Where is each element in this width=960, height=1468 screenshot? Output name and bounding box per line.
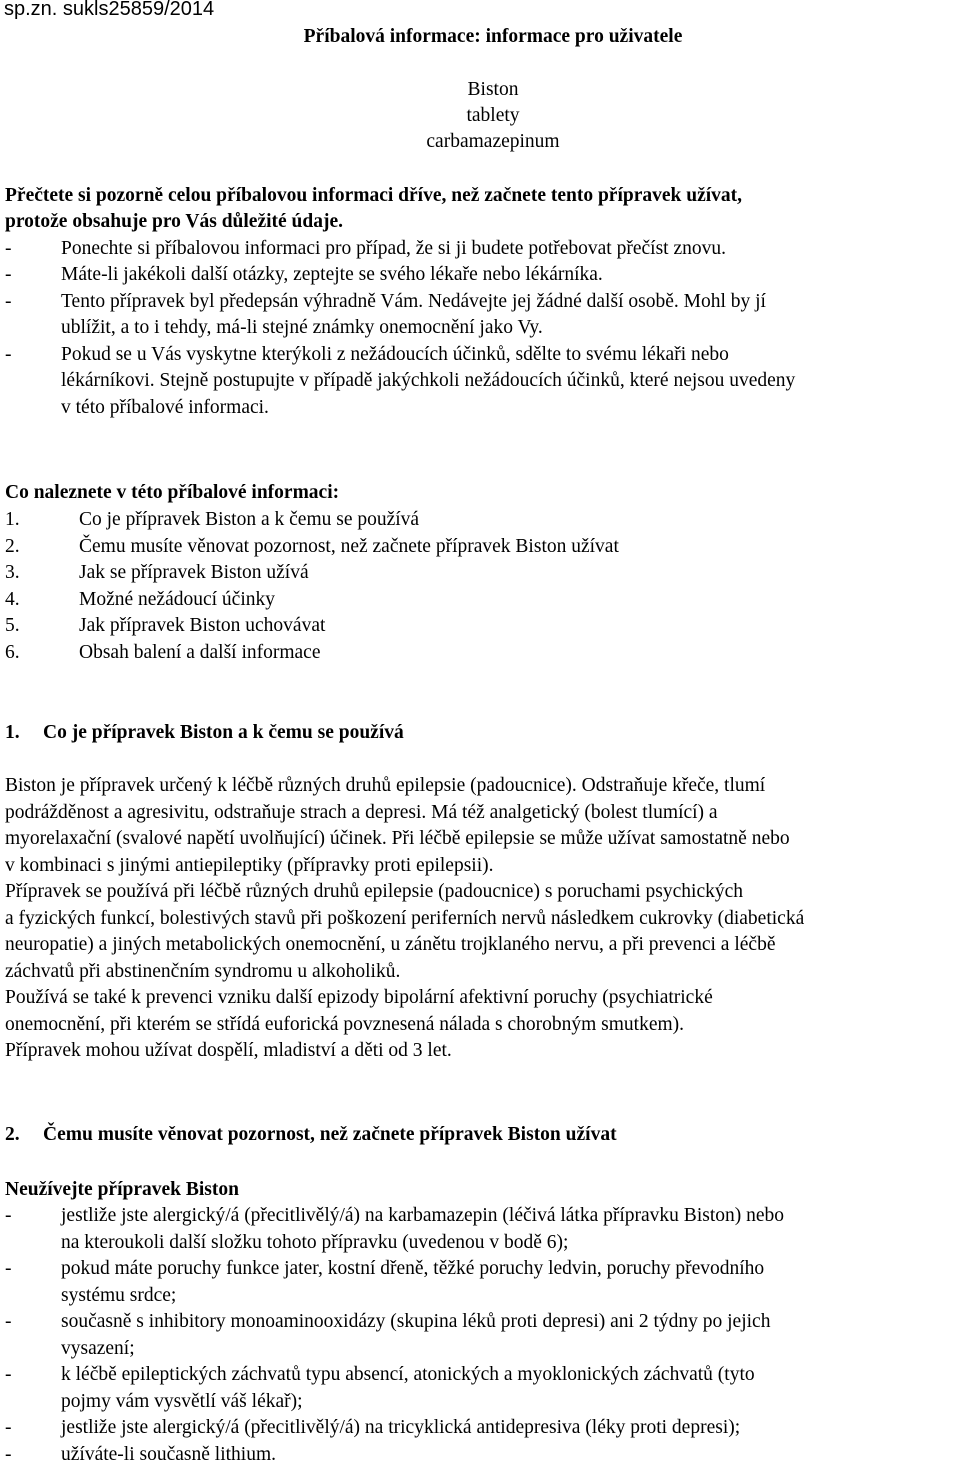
section-1-line: Přípravek mohou užívat dospělí, mladiství a děti od 3 let.	[5, 1040, 452, 1061]
contraindication-3: současně s inhibitory monoaminooxidázy (skupina léků proti depresi) ani 2 týdny po jejich	[61, 1311, 771, 1332]
contraindication-4-cont: pojmy vám vysvětlí váš lékař);	[61, 1391, 303, 1412]
document-title: Příbalová informace: informace pro uživatele	[303, 26, 683, 47]
contraindication-6: užíváte-li současně lithium.	[61, 1444, 276, 1465]
product-form: tablety	[466, 105, 520, 126]
section-1-line: v kombinaci s jinými antiepileptiky (přípravky proti epilepsii).	[5, 855, 494, 876]
intro-bullet-4: Pokud se u Vás vyskytne kterýkoli z nežádoucích účinků, sdělte to svému lékaři nebo	[61, 344, 729, 365]
toc-item-4: Možné nežádoucí účinky	[79, 589, 276, 610]
contraindication-5: jestliže jste alergický/á (přecitlivělý/á) na tricyklická antidepresiva (léky proti depresi);	[61, 1417, 741, 1438]
toc-number: 2.	[5, 536, 20, 557]
section-1-number: 1.	[5, 722, 20, 743]
contraindication-2: pokud máte poruchy funkce jater, kostní dřeně, těžké poruchy ledvin, poruchy převodního	[61, 1258, 765, 1279]
section-1-line: Přípravek se používá při léčbě různých druhů epilepsie (padoucnice) s poruchami psychických	[5, 881, 744, 902]
toc-heading: Co naleznete v této příbalové informaci:	[5, 482, 340, 503]
section-1-line: a fyzických funkcí, bolestivých stavů při poškození periferních nervů následkem cukrovky (diabetická	[5, 908, 805, 929]
intro-bullet-4-cont: lékárníkovi. Stejně postupujte v případě jakýchkoli nežádoucích účinků, které nejsou uvedeny	[61, 370, 796, 391]
intro-line-1: Přečtete si pozorně celou příbalovou informaci dříve, než začnete tento přípravek užívat,	[5, 185, 743, 206]
contraindication-2-cont: systému srdce;	[61, 1285, 177, 1306]
section-2-heading: Čemu musíte věnovat pozornost, než začnete přípravek Biston užívat	[43, 1124, 617, 1145]
product-name: Biston	[467, 79, 519, 100]
toc-item-6: Obsah balení a další informace	[79, 642, 321, 663]
section-2-number: 2.	[5, 1124, 20, 1145]
bullet-dash: -	[5, 1444, 12, 1465]
section-1-line: Používá se také k prevenci vzniku další epizody bipolární afektivní poruchy (psychiatrické	[5, 987, 713, 1008]
toc-item-5: Jak přípravek Biston uchovávat	[79, 615, 326, 636]
bullet-dash: -	[5, 1311, 12, 1332]
section-1-line: myorelaxační (svalové napětí uvolňující) účinek. Při léčbě epilepsie se může užívat samostatně nebo	[5, 828, 790, 849]
intro-line-2: protože obsahuje pro Vás důležité údaje.	[5, 211, 344, 232]
intro-bullet-1: Ponechte si příbalovou informaci pro případ, že si ji budete potřebovat přečíst znovu.	[61, 238, 726, 259]
bullet-dash: -	[5, 1258, 12, 1279]
toc-item-2: Čemu musíte věnovat pozornost, než začnete přípravek Biston užívat	[79, 536, 619, 557]
bullet-dash: -	[5, 1364, 12, 1385]
section-1-line: Biston je přípravek určený k léčbě různých druhů epilepsie (padoucnice). Odstraňuje křeče, tlumí	[5, 775, 766, 796]
contraindication-1: jestliže jste alergický/á (přecitlivělý/á) na karbamazepin (léčivá látka přípravku Biston) nebo	[61, 1205, 785, 1226]
section-1-line: záchvatů při abstinenčním syndromu u alkoholiků.	[5, 961, 401, 982]
section-1-line: neuropatie) a jiných metabolických onemocnění, u zánětu trojklaného nervu, a při prevenci a léčbě	[5, 934, 776, 955]
bullet-dash: -	[5, 238, 12, 259]
bullet-dash: -	[5, 344, 12, 365]
intro-bullet-3-cont: ublížit, a to i tehdy, má-li stejné známky onemocnění jako Vy.	[61, 317, 543, 338]
section-1-line: onemocnění, při kterém se střídá euforická povznesená nálada s chorobným smutkem).	[5, 1014, 685, 1035]
intro-bullet-2: Máte-li jakékoli další otázky, zeptejte se svého lékaře nebo lékárníka.	[61, 264, 603, 285]
bullet-dash: -	[5, 1417, 12, 1438]
toc-item-1: Co je přípravek Biston a k čemu se používá	[79, 509, 420, 530]
contraindication-4: k léčbě epileptických záchvatů typu absencí, atonických a myoklonických záchvatů (tyto	[61, 1364, 755, 1385]
toc-number: 5.	[5, 615, 20, 636]
bullet-dash: -	[5, 264, 12, 285]
contraindication-1-cont: na kteroukoli další složku tohoto přípravku (uvedenou v bodě 6);	[61, 1232, 569, 1253]
intro-bullet-4-cont: v této příbalové informaci.	[61, 397, 269, 418]
section-2-subheading: Neužívejte přípravek Biston	[5, 1179, 239, 1200]
toc-number: 1.	[5, 509, 20, 530]
toc-number: 6.	[5, 642, 20, 663]
bullet-dash: -	[5, 291, 12, 312]
bullet-dash: -	[5, 1205, 12, 1226]
section-1-heading: Co je přípravek Biston a k čemu se používá	[43, 722, 404, 743]
active-substance: carbamazepinum	[426, 131, 560, 152]
document-reference: sp.zn. sukls25859/2014	[4, 0, 215, 20]
toc-number: 3.	[5, 562, 20, 583]
contraindication-3-cont: vysazení;	[61, 1338, 135, 1359]
intro-bullet-3: Tento přípravek byl předepsán výhradně Vám. Nedávejte jej žádné další osobě. Mohl by jí	[61, 291, 766, 312]
toc-number: 4.	[5, 589, 20, 610]
toc-item-3: Jak se přípravek Biston užívá	[79, 562, 309, 583]
section-1-line: podrážděnost a agresivitu, odstraňuje strach a depresi. Má též analgetický (bolest tlumící) a	[5, 802, 718, 823]
